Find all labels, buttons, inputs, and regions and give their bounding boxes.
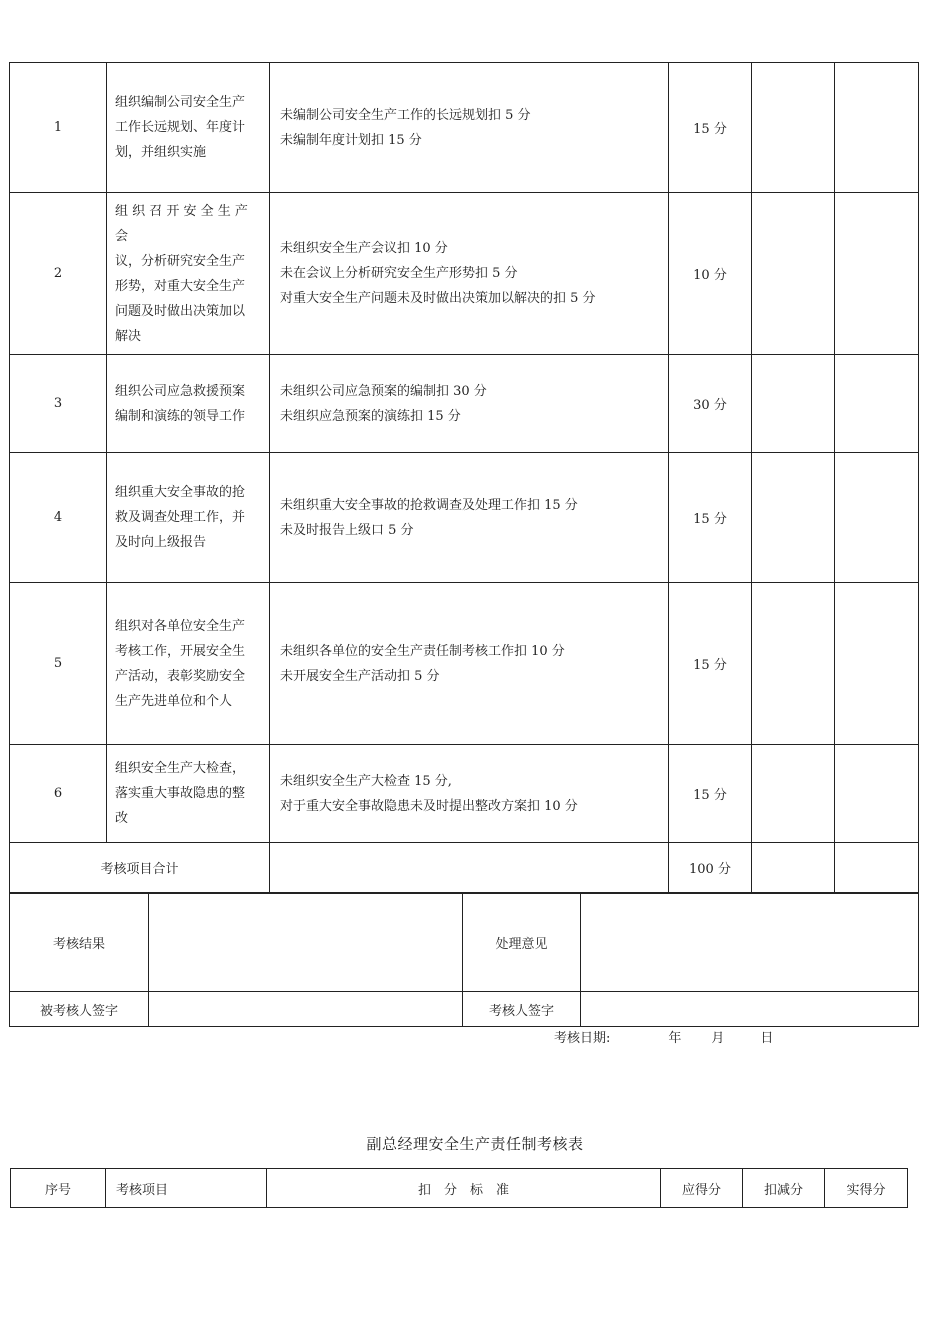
deducted-score-cell[interactable]: [752, 583, 835, 745]
criteria-line: 对重大安全生产问题未及时做出决策加以解决的扣 5 分: [280, 291, 596, 306]
criteria-line: 未组织安全生产会议扣 10 分: [280, 241, 448, 256]
assessment-item: [107, 63, 270, 193]
deduction-criteria: [270, 583, 669, 745]
table-row: [10, 745, 919, 843]
deducted-score-cell[interactable]: [752, 63, 835, 193]
item-line: 产活动，表彰奖励安全: [115, 668, 246, 684]
date-month: 月: [711, 1031, 725, 1046]
date-day: 日: [760, 1031, 774, 1046]
criteria-line: 对于重大安全事故隐患未及时提出整改方案扣 10 分: [280, 798, 578, 814]
row-number: 4: [10, 453, 107, 583]
item-line: 救及调查处理工作，并: [115, 510, 246, 525]
actual-score-cell[interactable]: [835, 745, 919, 843]
total-actual-cell[interactable]: [835, 843, 919, 893]
assessee-signature-field[interactable]: [149, 992, 463, 1027]
header-item: 考核项目: [106, 1169, 267, 1208]
assessment-item: [107, 355, 270, 453]
item-line: 及时向上级报告: [115, 535, 207, 550]
opinion-field[interactable]: [581, 894, 919, 992]
table-row: [10, 193, 919, 355]
criteria-line: 未组织公司应急预案的编制扣 30 分: [280, 383, 487, 399]
item-line: 落实重大事故隐患的整: [115, 786, 246, 801]
item-line: 问题及时做出决策加以: [115, 303, 246, 319]
criteria-line: 未组织重大安全事故的抢救调查及处理工作扣 15 分: [280, 497, 578, 513]
actual-score-cell[interactable]: [835, 63, 919, 193]
assessment-table-body: [10, 63, 919, 893]
table-row: [10, 63, 919, 193]
table-row: [10, 453, 919, 583]
deducted-score-cell[interactable]: [752, 453, 835, 583]
criteria-line: 未在会议上分析研究安全生产形势扣 5 分: [280, 266, 518, 281]
deduction-criteria: [270, 453, 669, 583]
result-label: 考核结果: [10, 894, 149, 992]
actual-score-cell[interactable]: [835, 583, 919, 745]
item-line: 生产先进单位和个人: [115, 693, 233, 709]
table-row: [10, 583, 919, 745]
second-table-header: [10, 1168, 908, 1208]
criteria-line: 未组织各单位的安全生产责任制考核工作扣 10 分: [280, 643, 565, 659]
row-number: 6: [10, 745, 107, 843]
item-line: 组织编制公司安全生产: [115, 95, 246, 110]
deducted-score-cell[interactable]: [752, 355, 835, 453]
actual-score-cell[interactable]: [835, 453, 919, 583]
full-score: 10 分: [669, 193, 752, 355]
criteria-line: 未编制公司安全生产工作的长远规划扣 5 分: [280, 107, 531, 123]
assessment-item: [107, 745, 270, 843]
item-line: 改: [115, 811, 129, 826]
item-line: 组织重大安全事故的抢: [115, 485, 246, 500]
assessment-item: [107, 193, 270, 355]
item-line: 解决: [115, 328, 142, 344]
signature-row: [10, 992, 919, 1027]
item-line: 工作长远规划、年度计: [115, 120, 246, 135]
total-deducted-cell[interactable]: [752, 843, 835, 893]
total-label: 考核项目合计: [10, 843, 270, 893]
actual-score-cell[interactable]: [835, 355, 919, 453]
total-score: 100 分: [669, 843, 752, 893]
row-number: 1: [10, 63, 107, 193]
row-number: 2: [10, 193, 107, 355]
assessor-signature-label: 考核人签字: [463, 992, 581, 1027]
deduction-criteria: [270, 63, 669, 193]
result-field[interactable]: [149, 894, 463, 992]
full-score: 15 分: [669, 745, 752, 843]
header-seq: 序号: [11, 1169, 106, 1208]
item-line: 组织安全生产大检查，: [115, 761, 246, 776]
assessment-table: [9, 62, 919, 893]
assessment-item: [107, 583, 270, 745]
deducted-score-cell[interactable]: [752, 745, 835, 843]
item-line: 组织公司应急救援预案: [115, 383, 246, 399]
date-year: 年: [668, 1031, 682, 1046]
result-row: [10, 894, 919, 992]
full-score: 15 分: [669, 453, 752, 583]
criteria-line: 未组织应急预案的演练扣 15 分: [280, 408, 461, 424]
item-line: 划，并组织实施: [115, 145, 207, 160]
full-score: 15 分: [669, 583, 752, 745]
result-table: [9, 893, 919, 1027]
deduction-criteria: [270, 193, 669, 355]
opinion-label: 处理意见: [463, 894, 581, 992]
header-row: [11, 1169, 908, 1208]
header-deducted: 扣减分: [743, 1169, 825, 1208]
header-actual: 实得分: [825, 1169, 908, 1208]
deduction-criteria: [270, 745, 669, 843]
full-score: 15 分: [669, 63, 752, 193]
header-criteria: 扣 分 标 准: [267, 1169, 661, 1208]
item-line: 组织对各单位安全生产: [115, 618, 246, 634]
criteria-line: 未组织安全生产大检查 15 分,: [280, 773, 452, 789]
full-score: 30 分: [669, 355, 752, 453]
second-table-title: 副总经理安全生产责任制考核表: [366, 1135, 584, 1153]
assessment-item: [107, 453, 270, 583]
total-criteria-cell: [270, 843, 669, 893]
table-row: [10, 355, 919, 453]
date-label: 考核日期:: [554, 1031, 611, 1046]
assessee-signature-label: 被考核人签字: [10, 992, 149, 1027]
criteria-line: 未开展安全生产活动扣 5 分: [280, 668, 440, 684]
item-line: 编制和演练的领导工作: [115, 408, 246, 424]
item-line: 考核工作，开展安全生: [115, 643, 246, 659]
item-line: 议，分析研究安全生产: [115, 253, 246, 269]
row-number: 5: [10, 583, 107, 745]
criteria-line: 未编制年度计划扣 15 分: [280, 132, 422, 148]
actual-score-cell[interactable]: [835, 193, 919, 355]
assessor-signature-field[interactable]: [581, 992, 919, 1027]
header-full-score: 应得分: [661, 1169, 743, 1208]
assessment-date: [554, 1031, 773, 1047]
total-row: [10, 843, 919, 893]
deducted-score-cell[interactable]: [752, 193, 835, 355]
item-line: 形势，对重大安全生产: [115, 278, 246, 294]
criteria-line: 未及时报告上级口 5 分: [280, 522, 414, 538]
row-number: 3: [10, 355, 107, 453]
deduction-criteria: [270, 355, 669, 453]
item-line: 组 织 召 开 安 全 生 产 会: [115, 203, 248, 244]
